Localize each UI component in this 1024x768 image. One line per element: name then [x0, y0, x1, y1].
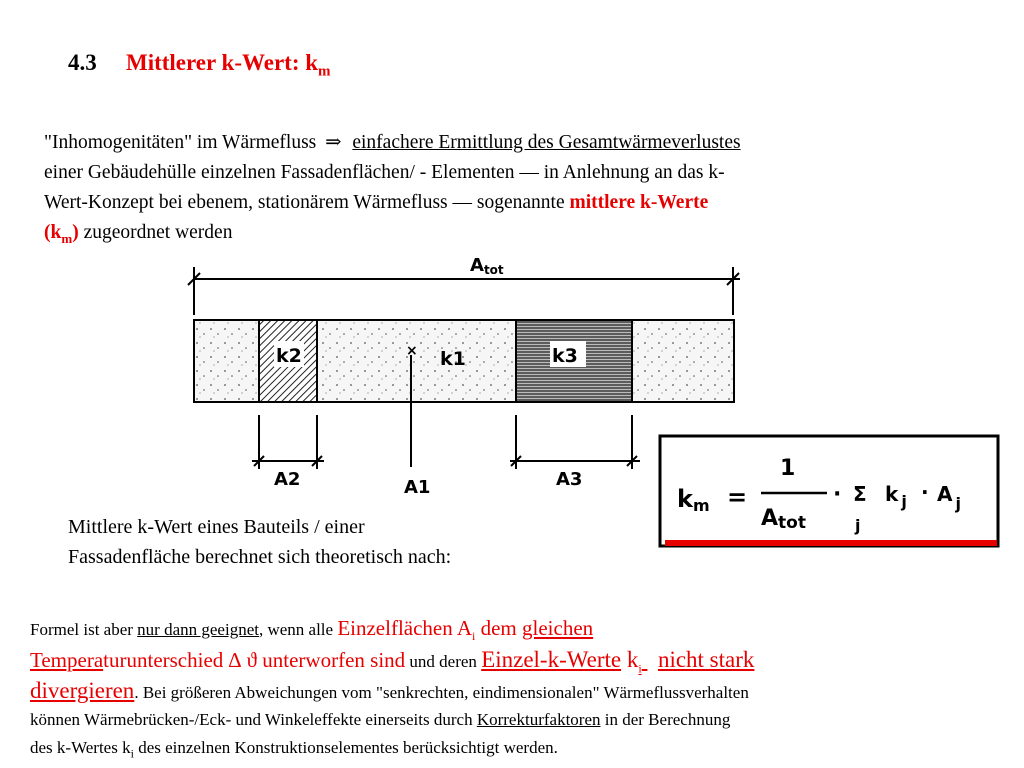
conditions-text-4a: können Wärmebrücken-/Eck- und Winkeleffekte einerseits durch — [30, 710, 477, 729]
formula-description — [68, 512, 451, 572]
section-number: 4.3 — [68, 50, 97, 75]
k3-label: k3 — [552, 345, 578, 367]
intro-text-1a: "Inhomogenitäten" im Wärmefluss — [44, 132, 317, 153]
conditions-text-2f-sub: i — [638, 661, 642, 676]
conditions-ki — [621, 647, 654, 676]
formula-equals: = — [727, 483, 748, 511]
conditions-line-5 — [30, 734, 1000, 762]
a-tot-main: A — [470, 255, 484, 276]
conditions-line-4 — [30, 706, 1000, 734]
conditions-text-1a: Formel ist aber — [30, 620, 138, 639]
conditions-einzelflaechen — [337, 616, 476, 644]
conditions-text-2c: unterworfen sind — [257, 648, 406, 672]
a2-label: A2 — [274, 469, 301, 490]
conditions-text-1e: dem — [475, 616, 523, 640]
a-tot-dimension — [188, 267, 740, 315]
conditions-paragraph — [30, 612, 1000, 762]
conditions-text-1d: Einzelflächen A — [337, 616, 473, 640]
conditions-text-3a: divergieren — [30, 678, 135, 703]
formula-dot-2: · — [921, 480, 929, 504]
formula-numerator: 1 — [780, 456, 796, 481]
wall-section-diagram — [180, 255, 740, 505]
conditions-text-1c: , wenn alle — [258, 620, 338, 639]
a3-dimension — [510, 415, 640, 469]
conditions-line-2 — [30, 644, 1000, 676]
formula-denominator-a: A — [761, 506, 779, 531]
intro-text-4c: zugeordnet werden — [78, 222, 233, 243]
conditions-line-1 — [30, 612, 1000, 644]
formula-k-sub: j — [901, 492, 907, 511]
conditions-text-2h: nicht stark — [657, 647, 755, 672]
intro-line-4 — [44, 218, 984, 248]
formula-dot: · — [833, 482, 842, 507]
intro-text-3b: mittlere k-Werte — [569, 192, 709, 213]
formula-k: k — [885, 482, 899, 506]
formula-a: A — [937, 482, 953, 506]
conditions-text-1d-sub: i — [472, 629, 476, 644]
conditions-text-3b: . Bei größeren Abweichungen vom "senkrechten, eindimensionalen" Wärmeflussverhalten — [134, 683, 749, 702]
a3-label: A3 — [556, 469, 583, 490]
conditions-text-2d: und deren — [405, 652, 482, 671]
conditions-text-2b: turunterschied ∆ ϑ — [103, 648, 258, 672]
section-title — [68, 50, 331, 81]
formula-box — [657, 433, 1002, 555]
conditions-text-5-sub: i — [130, 746, 134, 761]
section-heading — [126, 50, 331, 80]
intro-km-sub: m — [61, 230, 73, 246]
conditions-text-1b: nur dann geeignet — [137, 620, 259, 639]
conditions-text-4b: Korrekturfaktoren — [476, 710, 601, 729]
conditions-text-2a: Tempera — [30, 648, 104, 672]
a2-dimension — [252, 415, 324, 469]
a-tot-sub: tot — [483, 263, 504, 277]
conditions-text-2f: k — [621, 647, 639, 672]
implies-arrow-icon: ⇒ — [325, 132, 342, 153]
center-marker-icon: × — [406, 343, 418, 359]
section-heading-sub: m — [318, 63, 331, 80]
intro-km-close: ) — [72, 222, 79, 243]
formula-description-line-1: Mittlere k-Wert eines Bauteils / einer — [68, 516, 365, 538]
intro-line-1 — [44, 128, 984, 158]
k1-label: k1 — [440, 348, 466, 370]
formula-description-line-2: Fassadenfläche berechnet sich theoretisch nach: — [68, 546, 452, 568]
intro-line-3 — [44, 188, 984, 218]
section-heading-text: Mittlerer k-Wert: k — [126, 50, 319, 75]
formula-denominator-sub: tot — [778, 513, 806, 533]
conditions-text-1f: gleichen — [522, 616, 594, 640]
intro-km-open: (k — [44, 222, 62, 243]
conditions-text-4c: in der Berechnung — [600, 710, 731, 729]
a1-label: A1 — [404, 477, 431, 498]
formula-lhs-sub: m — [692, 496, 710, 515]
intro-text-3a: Wert-Konzept bei ebenem, stationärem Wärmefluss — sogenannte — [44, 192, 570, 213]
k2-label: k2 — [276, 345, 302, 367]
conditions-text-2e: Einzel-k-Werte — [481, 647, 622, 672]
formula-a-sub: j — [955, 494, 961, 513]
intro-km — [44, 222, 79, 246]
formula-red-underline — [665, 540, 997, 546]
a-tot-label — [470, 255, 504, 277]
intro-text-1b: einfachere Ermittlung des Gesamtwärmeverlustes — [352, 132, 741, 153]
intro-paragraph — [44, 128, 984, 248]
conditions-line-3 — [30, 676, 1000, 706]
formula-sigma: Σ — [853, 482, 867, 506]
conditions-text-5a: des k-Wertes k — [30, 738, 131, 757]
formula-lhs-k: k — [677, 485, 693, 513]
formula-sigma-sub: j — [855, 516, 861, 535]
conditions-text-5b: des einzelnen Konstruktionselementes berücksichtigt werden. — [133, 738, 558, 757]
intro-line-2: einer Gebäudehülle einzelnen Fassadenflächen/ - Elementen — in Anlehnung an das k- — [44, 162, 725, 183]
